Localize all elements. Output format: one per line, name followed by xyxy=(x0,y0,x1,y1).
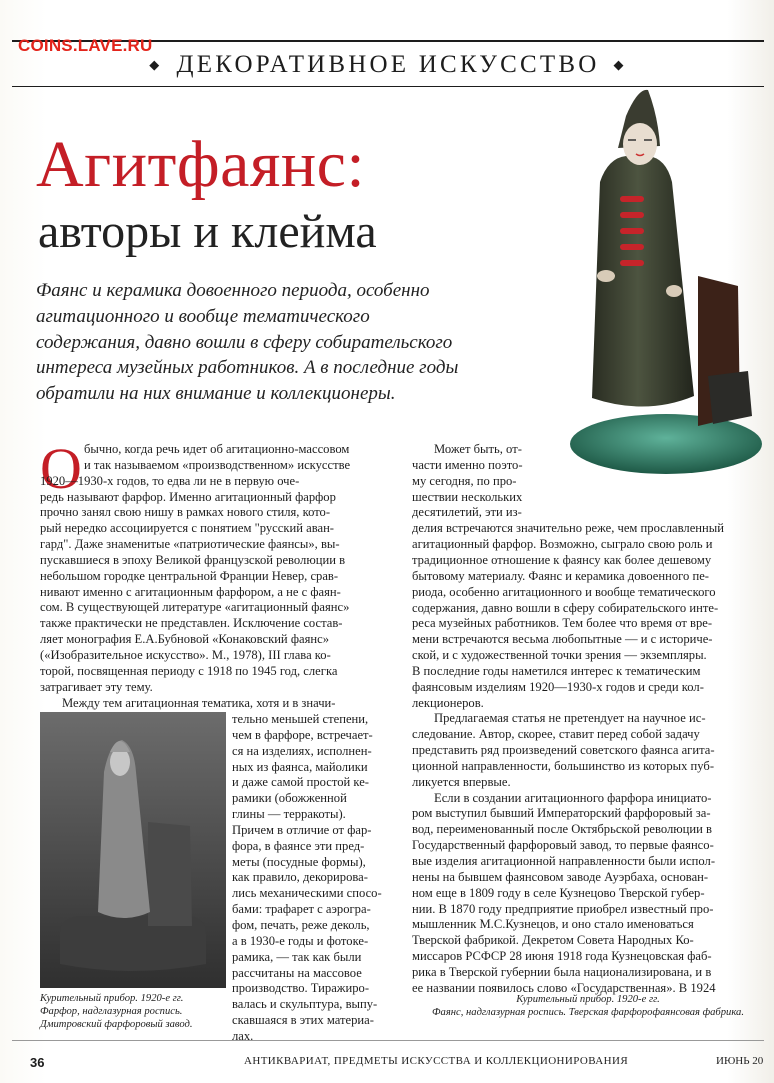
article-subtitle: авторы и клейма xyxy=(38,205,377,258)
text-line: торой, посвященная периоду с 1918 по 1945 год, слегка xyxy=(40,663,338,678)
text-line: валась и скульптура, выпу- xyxy=(232,997,378,1012)
text-line: и так называемом «производственном» искусстве xyxy=(84,457,351,472)
text-line: му сегодня, по про- xyxy=(412,473,517,488)
caption-line: Курительный прибор. 1920-е гг. xyxy=(40,993,184,1004)
text-line: меты (посудные формы), xyxy=(232,854,366,869)
text-line: содержания, давно вошли в сферу собирательского инте- xyxy=(412,600,719,615)
text-line: бытовому материалу. Фаянс и керамика довоенного пе- xyxy=(412,568,709,583)
diamond-icon: ◆ xyxy=(613,57,627,72)
text-line: Может быть, от- xyxy=(434,442,522,456)
text-line: ее названии появилось слово «Государственная». В 1924 xyxy=(412,980,716,995)
text-line: бами: трафарет с аэрогра- xyxy=(232,902,371,917)
text-line: небольшом городке центральной Франции Невер, срав- xyxy=(40,568,339,583)
text-line: фора, в фаянсе эти пред- xyxy=(232,838,365,853)
text-line: лись механическими спосо- xyxy=(232,886,382,901)
caption-left xyxy=(40,992,226,1032)
text-line: шествии нескольких xyxy=(412,489,523,504)
column-1-narrow xyxy=(232,712,396,1045)
text-line: десятилетий, эти из- xyxy=(412,505,522,520)
text-line: лах. xyxy=(232,1028,254,1043)
text-line: нивают именно с агитационным фарфором, а не с фаян- xyxy=(40,584,341,599)
column-2-full xyxy=(412,521,764,996)
caption-line: Дмитровский фарфоровый завод. xyxy=(40,1019,193,1031)
caption-line: Фарфор, надглазурная роспись. xyxy=(40,1006,183,1018)
text-line: рамики (обожженной xyxy=(232,791,347,806)
text-line: как правило, декорирова- xyxy=(232,870,368,885)
text-line: гард". Даже знаменитые «патриотические фаянсы», вы- xyxy=(40,537,340,552)
porcelain-figure-photo xyxy=(40,712,226,988)
text-line: мышленник М.С.Кузнецов, и оно стало именоваться xyxy=(412,917,694,932)
lead-line: обратили на них внимание и коллекционеры. xyxy=(36,383,396,405)
text-line: лекционеров. xyxy=(412,695,484,710)
column-1-top xyxy=(40,474,396,712)
text-line: ционной направленности, большинство из которых пуб- xyxy=(412,758,715,773)
text-line: риода, особенно агитационного и вообще тематического xyxy=(412,584,716,599)
lead-line: Фаянс и керамика довоенного периода, особенно xyxy=(36,280,430,301)
text-line: фаянсовым изделиям 1920—1930-х годов и среди кол- xyxy=(412,679,704,694)
caption-right xyxy=(412,993,764,1019)
text-line: вод, переименованный после Октябрьской революции в xyxy=(412,822,712,837)
text-line: сом. В существующей литературе «агитационный фаянс» xyxy=(40,600,350,615)
lead-line: содержания, давно вошли в сферу собирательского xyxy=(36,331,453,353)
text-line: вые изделия агитационной направленности были испол- xyxy=(412,854,716,869)
text-line: агитационный фарфор. Возможно, сыграло свою роль и xyxy=(412,537,713,552)
text-line: мени встречаются весьма любопытные — и с историче- xyxy=(412,632,713,647)
diamond-icon: ◆ xyxy=(149,57,163,72)
text-line: Предлагаемая статья не претендует на научное ис- xyxy=(434,711,706,726)
text-line: Между тем агитационная тематика, хотя и в значи- xyxy=(62,695,336,710)
text-line: ном еще в 1809 году в селе Кузнецово Тверской губер- xyxy=(412,885,705,900)
text-line: части именно поэто- xyxy=(412,457,523,472)
magazine-title: АНТИКВАРИАТ, ПРЕДМЕТЫ ИСКУССТВА И КОЛЛЕКЦИОНИРОВАНИЯ xyxy=(244,1055,629,1067)
text-line: и даже самой простой ке- xyxy=(232,775,369,790)
text-line: ской, и с художественной точки зрения — экземпляры. xyxy=(412,648,707,663)
text-line: рика в Тверской губернии была национализирована, и в xyxy=(412,964,712,979)
text-line: ликуется впервые. xyxy=(412,774,511,789)
footer-divider xyxy=(12,1040,764,1041)
text-line: фом, печать, реже деколь, xyxy=(232,917,370,932)
lead-line: агитационного и вообще тематического xyxy=(36,305,370,327)
text-line: Если в создании агитационного фарфора инициато- xyxy=(434,790,712,805)
text-line: глины — терракоты). xyxy=(232,807,346,822)
text-line: представить ряд произведений советского фаянса агита- xyxy=(412,743,715,758)
drop-cap: О xyxy=(40,436,82,501)
text-line: пускавшиеся в эпоху Великой французской революции в xyxy=(40,552,346,567)
text-line: рамика, — так как были xyxy=(232,949,362,964)
caption-line: Курительный прибор. 1920-е гг. xyxy=(516,994,660,1005)
statuette-photo xyxy=(548,86,764,478)
text-line: также практически не представлен. Исключение состав- xyxy=(40,616,343,631)
text-line: производство. Тиражиро- xyxy=(232,981,370,996)
text-line: нии. В 1870 году предприятие приобрел известный про- xyxy=(412,901,714,916)
text-line: ных из фаянса, майолики xyxy=(232,759,368,774)
text-line: традиционное отношение к фаянсу как более дешевому xyxy=(412,552,712,567)
text-line: чем в фарфоре, встречает- xyxy=(232,727,373,742)
page-number: 36 xyxy=(30,1055,45,1070)
text-line: 1920—1930-х годов, то едва ли не в первую оче- xyxy=(40,473,300,488)
text-line: следование. Автор, скорее, ставит перед собой задачу xyxy=(412,727,700,742)
text-line: ляет монография Е.А.Бубновой «Конаковский фаянс» xyxy=(40,632,329,647)
text-line: В последние годы наметился интерес к тематическим xyxy=(412,663,701,678)
text-line: прочно занял свою нишу в рамках нового стиля, кото- xyxy=(40,505,331,520)
text-line: рассчитаны на массовое xyxy=(232,965,362,980)
text-line: миссаров РСФСР 28 июня 1918 года Кузнецовская фаб- xyxy=(412,949,712,964)
watermark: COINS.LAVE.RU xyxy=(18,36,153,55)
text-line: затрагивает эту тему. xyxy=(40,679,153,694)
text-line: Государственный фарфоровый завод, то первые фаянсо- xyxy=(412,838,714,853)
text-line: а в 1930-е годы и фотоке- xyxy=(232,933,369,948)
text-line: реса музейных работников. Тем более что время от вре- xyxy=(412,616,713,631)
article-title: Агитфаянс: xyxy=(36,128,366,201)
issue-date: ИЮНЬ 20 xyxy=(716,1055,764,1067)
text-line: рый нередко ассоциируется с понятием "русский аван- xyxy=(40,521,334,536)
text-line: скавшаяся в этих материа- xyxy=(232,1013,374,1028)
text-line: ром выступил бывший Императорский фарфоровый за- xyxy=(412,806,711,821)
text-line: редь называют фарфор. Именно агитационный фарфор xyxy=(40,489,336,504)
column-1-dropcap xyxy=(84,442,396,474)
lead-paragraph xyxy=(36,278,541,407)
text-line: Тверской фабрикой. Декретом Совета Народных Ко- xyxy=(412,933,694,948)
text-line: делия встречаются значительно реже, чем прославленный xyxy=(412,521,724,536)
lead-line: интереса музейных работников. А в последние годы xyxy=(36,357,459,379)
text-line: нены на бывшем фаянсовом заводе Ауэрбаха, основан- xyxy=(412,869,709,884)
caption-line: Фаянс, надглазурная роспись. Тверская фарфорофаянсовая фабрика. xyxy=(432,1007,744,1019)
text-line: тельно меньшей степени, xyxy=(232,712,369,726)
section-title: ДЕКОРАТИВНОЕ ИСКУССТВО xyxy=(176,51,600,78)
column-2-narrow xyxy=(412,442,552,521)
text-line: Причем в отличие от фар- xyxy=(232,822,372,837)
text-line: бычно, когда речь идет об агитационно-массовом xyxy=(84,442,350,456)
text-line: ся на изделиях, исполнен- xyxy=(232,743,372,758)
text-line: («Изобразительное искусство». М., 1978), III глава ко- xyxy=(40,647,331,662)
